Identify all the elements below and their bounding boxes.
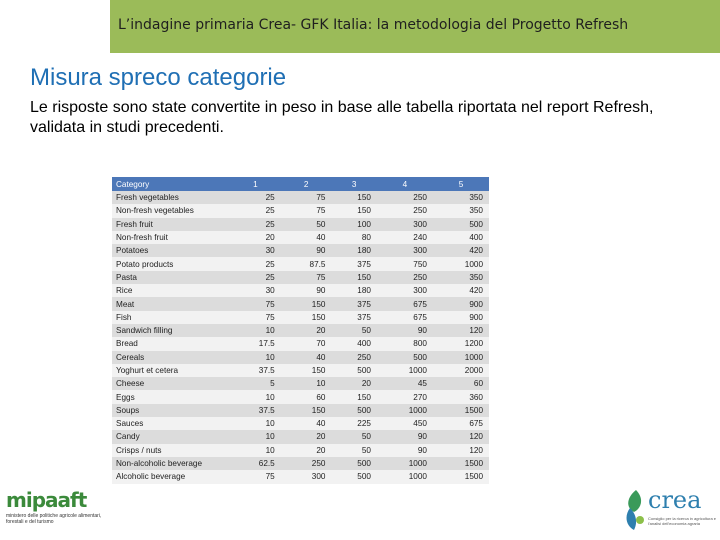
table-cell-value: 350 xyxy=(469,272,483,282)
table-row xyxy=(112,457,489,470)
table-cell-value: 30 xyxy=(265,286,275,296)
table-cell-category: Sandwich filling xyxy=(116,326,173,336)
table-cell-value: 250 xyxy=(413,272,427,282)
table-cell-value: 270 xyxy=(413,392,427,402)
table-row xyxy=(112,271,489,284)
table-cell-category: Cheese xyxy=(116,379,145,389)
mipaaft-logo-mark: mipaaft xyxy=(6,488,87,512)
table-cell-value: 20 xyxy=(361,379,371,389)
table-cell-value: 25 xyxy=(265,193,275,203)
table-cell-value: 300 xyxy=(413,286,427,296)
table-cell-value: 62.5 xyxy=(258,459,275,469)
table-cell-value: 120 xyxy=(469,326,483,336)
table-cell-value: 360 xyxy=(469,392,483,402)
table-cell-category: Potatoes xyxy=(116,246,149,256)
conversion-table-grid xyxy=(112,177,489,484)
table-cell-value: 500 xyxy=(357,405,371,415)
crea-logo-subtitle: Consiglio per la ricerca in agricoltura e l'analisi dell'economia agraria xyxy=(648,516,717,526)
table-cell-value: 10 xyxy=(316,379,326,389)
table-cell-value: 1000 xyxy=(408,472,427,482)
table-cell-value: 90 xyxy=(417,326,427,336)
table-cell-value: 37.5 xyxy=(258,405,275,415)
table-cell-category: Bread xyxy=(116,339,138,349)
table-cell-value: 10 xyxy=(265,392,275,402)
table-header-4: 4 xyxy=(377,177,433,191)
table-cell-value: 250 xyxy=(357,352,371,362)
table-cell-value: 350 xyxy=(469,206,483,216)
table-cell-category: Sauces xyxy=(116,419,144,429)
table-row xyxy=(112,244,489,257)
crea-leaf-icon xyxy=(622,486,648,534)
table-cell-value: 675 xyxy=(413,299,427,309)
table-cell-value: 75 xyxy=(265,472,275,482)
table-row xyxy=(112,231,489,244)
table-cell-category: Non-alcoholic beverage xyxy=(116,459,203,469)
table-cell-value: 20 xyxy=(316,445,326,455)
table-cell-category: Potato products xyxy=(116,259,174,269)
table-cell-value: 150 xyxy=(357,272,371,282)
table-cell-value: 50 xyxy=(316,219,326,229)
table-cell-value: 150 xyxy=(357,193,371,203)
conversion-table xyxy=(112,177,489,484)
table-cell-value: 90 xyxy=(316,246,326,256)
table-cell-value: 120 xyxy=(469,432,483,442)
table-cell-value: 1000 xyxy=(464,352,483,362)
table-cell-value: 150 xyxy=(311,366,326,375)
table-cell-value: 25 xyxy=(265,219,275,229)
table-cell-value: 120 xyxy=(469,445,483,455)
table-cell-value: 100 xyxy=(357,219,371,229)
table-cell-value: 1000 xyxy=(408,459,427,469)
table-row xyxy=(112,444,489,457)
table-cell-category: Rice xyxy=(116,286,133,296)
header-bar xyxy=(110,0,720,53)
table-row xyxy=(112,390,489,403)
table-cell-value: 375 xyxy=(357,259,371,269)
table-cell-value: 450 xyxy=(413,419,427,429)
table-cell-value: 5 xyxy=(270,379,275,389)
table-cell-value: 400 xyxy=(357,339,371,349)
table-cell-value: 90 xyxy=(417,445,427,455)
table-body xyxy=(112,191,489,484)
table-cell-value: 75 xyxy=(265,299,275,309)
table-cell-value: 90 xyxy=(417,432,427,442)
table-cell-category: Fish xyxy=(116,312,132,322)
table-cell-value: 10 xyxy=(265,326,275,336)
table-cell-value: 180 xyxy=(357,286,371,296)
crea-logo-word: crea xyxy=(648,486,702,514)
table-row xyxy=(112,377,489,390)
table-cell-category: Fresh vegetables xyxy=(116,193,179,203)
table-cell-value: 87.5 xyxy=(309,259,326,269)
table-cell-category: Candy xyxy=(116,432,140,442)
header-title: L’indagine primaria Crea- GFK Italia: la metodologia del Progetto Refresh xyxy=(118,17,629,33)
crea-logo xyxy=(622,486,717,536)
table-header-5: 5 xyxy=(433,177,489,191)
table-row xyxy=(112,417,489,430)
table-cell-value: 300 xyxy=(311,472,326,482)
table-cell-value: 1200 xyxy=(464,339,483,349)
table-cell-value: 500 xyxy=(357,366,371,375)
table-cell-value: 10 xyxy=(265,445,275,455)
table-row xyxy=(112,311,489,324)
table-cell-value: 420 xyxy=(469,286,483,296)
table-cell-category: Alcoholic beverage xyxy=(116,472,186,482)
table-row xyxy=(112,470,489,483)
table-cell-value: 50 xyxy=(361,445,371,455)
table-cell-value: 900 xyxy=(469,299,483,309)
table-cell-value: 37.5 xyxy=(258,366,275,375)
table-cell-value: 30 xyxy=(265,246,275,256)
table-cell-category: Pasta xyxy=(116,272,137,282)
table-cell-value: 350 xyxy=(469,193,483,203)
table-cell-value: 70 xyxy=(316,339,326,349)
table-cell-value: 675 xyxy=(469,419,483,429)
table-row xyxy=(112,284,489,297)
table-cell-value: 675 xyxy=(413,312,427,322)
table-cell-value: 60 xyxy=(473,379,483,389)
table-cell-value: 400 xyxy=(469,233,483,243)
table-cell-category: Fresh fruit xyxy=(116,219,153,229)
table-cell-value: 50 xyxy=(361,432,371,442)
table-cell-value: 300 xyxy=(413,219,427,229)
table-row xyxy=(112,430,489,443)
table-cell-category: Eggs xyxy=(116,392,135,402)
table-row xyxy=(112,257,489,270)
table-cell-category: Cereals xyxy=(116,352,145,362)
table-cell-value: 75 xyxy=(316,193,326,203)
table-cell-category: Soups xyxy=(116,405,140,415)
table-cell-value: 1500 xyxy=(464,472,483,482)
table-cell-value: 375 xyxy=(357,299,371,309)
table-cell-value: 150 xyxy=(311,405,326,415)
table-row xyxy=(112,204,489,217)
table-cell-value: 10 xyxy=(265,432,275,442)
table-cell-value: 50 xyxy=(361,326,371,336)
table-row xyxy=(112,337,489,350)
table-cell-category: Meat xyxy=(116,299,135,309)
table-cell-value: 1000 xyxy=(408,405,427,415)
table-cell-value: 1000 xyxy=(408,366,427,375)
table-cell-value: 500 xyxy=(357,459,371,469)
table-cell-value: 500 xyxy=(413,352,427,362)
table-cell-value: 40 xyxy=(316,352,326,362)
table-header-2: 2 xyxy=(281,177,332,191)
table-cell-value: 2000 xyxy=(464,366,483,375)
table-cell-value: 25 xyxy=(265,206,275,216)
table-cell-value: 10 xyxy=(265,419,275,429)
table-cell-value: 1500 xyxy=(464,459,483,469)
table-row xyxy=(112,324,489,337)
slide-title: Misura spreco categorie xyxy=(30,64,287,91)
table-cell-value: 800 xyxy=(413,339,427,349)
table-cell-value: 20 xyxy=(316,432,326,442)
table-cell-value: 250 xyxy=(311,459,326,469)
table-cell-category: Yoghurt et cetera xyxy=(116,366,179,375)
table-cell-value: 240 xyxy=(413,233,427,243)
table-cell-value: 375 xyxy=(357,312,371,322)
table-cell-value: 17.5 xyxy=(258,339,275,349)
table-cell-value: 225 xyxy=(357,419,371,429)
table-cell-category: Non-fresh fruit xyxy=(116,233,168,243)
table-row xyxy=(112,364,489,377)
table-row xyxy=(112,218,489,231)
table-cell-value: 75 xyxy=(316,206,326,216)
mipaaft-logo xyxy=(6,488,106,538)
table-cell-value: 150 xyxy=(311,312,326,322)
slide-body-text: Le risposte sono state convertite in peso in base alle tabella riportata nel report Refresh, validata in studi precedenti. xyxy=(30,99,654,136)
table-row xyxy=(112,297,489,310)
table-cell-value: 900 xyxy=(469,312,483,322)
table-cell-category: Crisps / nuts xyxy=(116,445,162,455)
table-cell-value: 1500 xyxy=(464,405,483,415)
table-row xyxy=(112,191,489,204)
table-cell-value: 500 xyxy=(469,219,483,229)
table-cell-value: 10 xyxy=(265,352,275,362)
table-cell-value: 250 xyxy=(413,193,427,203)
table-cell-value: 25 xyxy=(265,272,275,282)
mipaaft-logo-subtitle: ministero delle politiche agricole alimentari, forestali e del turismo xyxy=(6,513,102,525)
table-cell-value: 75 xyxy=(265,312,275,322)
table-cell-value: 25 xyxy=(265,259,275,269)
table-cell-value: 420 xyxy=(469,246,483,256)
table-cell-value: 20 xyxy=(265,233,275,243)
table-header-3: 3 xyxy=(331,177,376,191)
table-header-row xyxy=(112,177,489,191)
table-cell-value: 750 xyxy=(413,259,427,269)
table-cell-value: 150 xyxy=(311,299,326,309)
table-cell-value: 40 xyxy=(316,419,326,429)
table-header-1: 1 xyxy=(230,177,281,191)
table-cell-value: 500 xyxy=(357,472,371,482)
table-row xyxy=(112,351,489,364)
table-cell-category: Non-fresh vegetables xyxy=(116,206,194,216)
table-cell-value: 150 xyxy=(357,392,371,402)
table-cell-value: 60 xyxy=(316,392,326,402)
table-cell-value: 80 xyxy=(361,233,371,243)
table-cell-value: 45 xyxy=(417,379,427,389)
table-cell-value: 90 xyxy=(316,286,326,296)
table-cell-value: 20 xyxy=(316,326,326,336)
table-cell-value: 75 xyxy=(316,272,326,282)
table-cell-value: 1000 xyxy=(464,259,483,269)
table-row xyxy=(112,404,489,417)
table-cell-value: 300 xyxy=(413,246,427,256)
table-header-category: Category xyxy=(112,177,230,191)
table-cell-value: 40 xyxy=(316,233,326,243)
table-cell-value: 180 xyxy=(357,246,371,256)
table-cell-value: 250 xyxy=(413,206,427,216)
table-cell-value: 150 xyxy=(357,206,371,216)
